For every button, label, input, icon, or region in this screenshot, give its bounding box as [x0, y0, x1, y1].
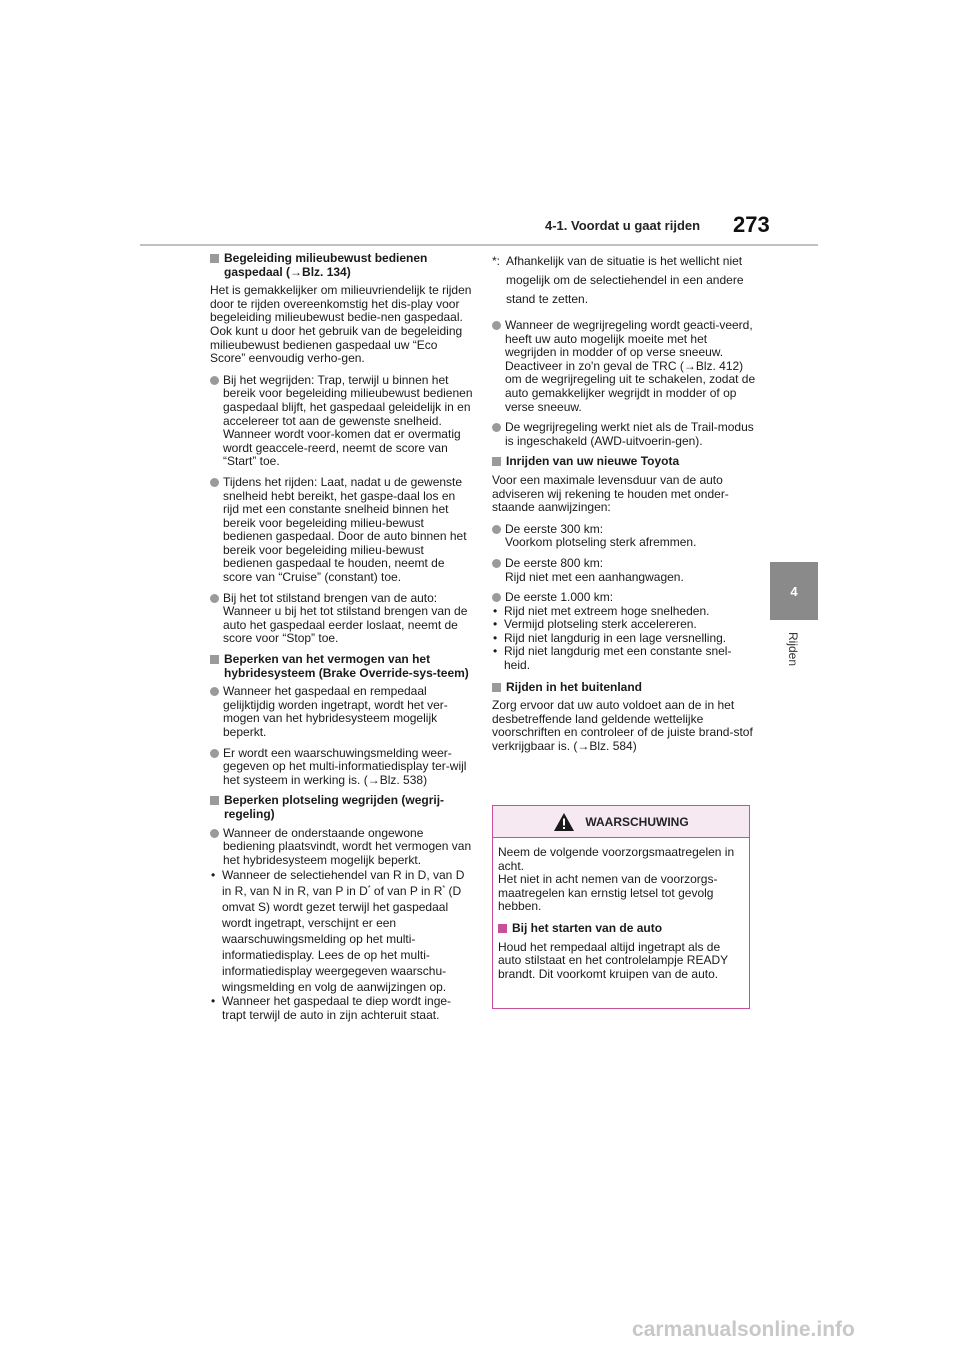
chapter-label: Rijden — [786, 632, 800, 667]
square-bullet-icon — [210, 655, 219, 664]
heading-text: Bij het starten van de auto — [512, 920, 663, 935]
square-bullet-icon — [498, 924, 507, 933]
dash-mark: • — [211, 994, 216, 1009]
section-heading — [210, 653, 474, 680]
section-title: 4-1. Voordat u gaat rijden — [545, 218, 701, 233]
square-bullet-icon — [492, 683, 501, 692]
list-item-text: Bij het wegrijden: Trap, terwijl u binnen het bereik voor begeleiding milieubewust bedienen gaspedaal blijft, het gaspedaal geleidelijk in en accelereer tot aan de gewenste snelheid. Wanneer wordt voor-komen dat er overmatig wordt geaccele-reerd, neemt de score van “Start” toe. — [223, 372, 473, 469]
list-item-text: Wanneer het gaspedaal en rempedaal gelijktijdig worden ingetrapt, wordt het ver-mogen van het hybridesysteem mogelijk beperkt. — [223, 684, 448, 739]
sub-list-item — [492, 645, 756, 672]
sub-list-item-text: Rijd niet met extreem hoge snelheden. — [504, 603, 710, 618]
round-bullet-icon — [492, 321, 501, 330]
sub-list-item — [492, 605, 756, 619]
sub-list-item-text: Rijd niet langdurig met een constante snel-heid. — [504, 644, 732, 673]
square-bullet-icon — [210, 254, 219, 263]
list-item — [210, 476, 474, 585]
section-heading — [210, 794, 474, 821]
sub-list-item — [210, 867, 474, 995]
list-item-text: Bij het tot stilstand brengen van de auto: Wanneer u bij het tot stilstand brengen van de auto het gaspedaal eerder loslaat, neemt de score voor “Stop” toe. — [223, 590, 468, 646]
sub-list-item — [492, 618, 756, 632]
list-item-text: Wanneer de wegrijregeling wordt geacti-veerd, heeft uw auto mogelijk moeite met het wegrijden in modder of op verse sneeuw. Deactiveer in zo'n geval de TRC (→Blz. 412) om de wegrijregeling uit te schakelen, zodat de auto gemakkelijker wegrijdt in modder of op verse sneeuw. — [505, 318, 756, 414]
footnote — [492, 252, 756, 309]
heading-text: Beperken van het vermogen van het hybridesysteem (Brake Override-sys-teem) — [224, 652, 469, 680]
dash-mark: • — [493, 603, 498, 618]
paragraph: Zorg ervoor dat uw auto voldoet aan de in het desbetreffende land geldende wettelijke voorschriften en controleer of de juiste brand-stof verkrijgbaar is. (→Blz. 584) — [492, 698, 753, 754]
round-bullet-icon — [492, 559, 501, 568]
round-bullet-icon — [492, 423, 501, 432]
left-column — [210, 252, 474, 1023]
list-item — [210, 747, 474, 788]
dash-mark: • — [493, 630, 498, 645]
round-bullet-icon — [210, 478, 219, 487]
section-heading — [492, 455, 756, 469]
warning-triangle-icon — [553, 812, 575, 832]
paragraph: Het is gemakkelijker om milieuvriendelijk te rijden door te rijden overeenkomstig het dis-play voor begeleiding milieubewust bedie-nen gaspedaal. Ook kunt u door het gebruik van de begeleiding milieubewust bedienen gaspedaal uw “Eco Score” eenvoudig verho-gen. — [210, 283, 472, 366]
list-item-text: Er wordt een waarschuwingsmelding weer-gegeven op het multi-informatiedisplay ter-wijl het systeem in werking is. (→Blz. 538) — [223, 745, 467, 787]
warning-header — [493, 806, 749, 838]
list-item — [492, 523, 756, 550]
list-item — [492, 421, 756, 448]
sub-list-item-text: Rijd niet langdurig in een lage versnelling. — [504, 630, 727, 645]
section-heading — [492, 681, 756, 695]
warning-intro: Neem de volgende voorzorgsmaatregelen in acht. Het niet in acht nemen van de voorzorgs-maatregelen kan ernstig letsel tot gevolg hebben. — [498, 845, 735, 914]
sub-list-item-text: Wanneer het gaspedaal te diep wordt inge-trapt terwijl de auto in zijn achteruit staat. — [222, 994, 452, 1022]
sub-list-item-text: Vermijd plotseling sterk accelereren. — [504, 617, 697, 632]
watermark: carmanualsonline.info — [632, 1318, 855, 1341]
square-bullet-icon — [210, 796, 219, 805]
list-item — [210, 827, 474, 868]
heading-text: Inrijden van uw nieuwe Toyota — [506, 454, 680, 469]
right-column — [492, 252, 756, 762]
round-bullet-icon — [210, 687, 219, 696]
list-item-text: Wanneer de onderstaande ongewone bediening plaatsvindt, wordt het vermogen van het hybridesysteem mogelijk beperkt. — [223, 825, 472, 867]
round-bullet-icon — [492, 525, 501, 534]
warning-box — [492, 805, 750, 1009]
list-item — [210, 685, 474, 739]
heading-text: Beperken plotseling wegrijden (wegrij-regeling) — [224, 793, 445, 821]
square-bullet-icon — [492, 457, 501, 466]
sub-list-item — [210, 995, 474, 1022]
list-item — [492, 319, 756, 414]
chapter-tab[interactable]: 4 — [770, 562, 818, 620]
round-bullet-icon — [492, 593, 501, 602]
heading-text: Rijden in het buitenland — [506, 679, 642, 694]
warning-text: Houd het rempedaal altijd ingetrapt als de auto stilstaat en het controlelampje READY brandt. Dit voorkomt kruipen van de auto. — [498, 939, 728, 981]
list-item-text: De wegrijregeling werkt niet als de Trail-modus is ingeschakeld (AWD-uitvoerin-gen). — [505, 420, 754, 448]
dash-mark: • — [493, 644, 498, 659]
footnote-text: Afhankelijk van de situatie is het wellicht niet mogelijk om de selectiehendel in een andere stand te zetten. — [506, 254, 744, 306]
list-item — [492, 591, 756, 605]
heading-text: Begeleiding milieubewust bedienen gaspedaal (→Blz. 134) — [224, 251, 428, 279]
page-number: 273 — [733, 212, 770, 237]
warning-body — [493, 838, 749, 981]
round-bullet-icon — [210, 749, 219, 758]
dash-mark: • — [493, 617, 498, 632]
warning-title: WAARSCHUWING — [585, 814, 689, 829]
section-heading — [210, 252, 474, 279]
list-item — [492, 557, 756, 584]
list-item-text: Tijdens het rijden: Laat, nadat u de gewenste snelheid hebt bereikt, het gaspe-daal los en rijd met een constante snelheid binnen het bereik voor begeleiding milieu-bewust bedienen gaspedaal. Door de auto binnen het bereik voor begeleiding milieu-bewust bedienen gaspedaal te houden, neemt de score van “Cruise” (constant) toe. — [223, 474, 467, 585]
header-divider — [140, 244, 818, 246]
footnote-mark: *: — [492, 254, 501, 268]
list-item-text: De eerste 1.000 km: — [505, 590, 614, 605]
sub-list-item-text: Wanneer de selectiehendel van R in D, van D in R, van N in R, van P in D* of van P in R* (D omvat S) wordt gezet terwijl het gaspedaal wordt ingetrapt, verschijnt er een waarschuwingsmelding op het multi-informatiedisplay. Lees de op het multi-informatiedisplay weergegeven waarschu-wingsmelding en volg de aanwijzingen op. — [222, 868, 465, 995]
list-item-text: De eerste 300 km: Voorkom plotseling sterk afremmen. — [505, 521, 697, 550]
list-item — [210, 374, 474, 469]
list-item — [210, 592, 474, 646]
warning-subheading — [498, 922, 744, 936]
dash-mark: • — [211, 868, 216, 883]
round-bullet-icon — [210, 376, 219, 385]
list-item-text: De eerste 800 km: Rijd niet met een aanhangwagen. — [505, 555, 684, 584]
paragraph: Voor een maximale levensduur van de auto adviseren wij rekening te houden met onder-staande aanwijzingen: — [492, 472, 729, 515]
round-bullet-icon — [210, 829, 219, 838]
sub-list-item — [492, 632, 756, 646]
round-bullet-icon — [210, 594, 219, 603]
